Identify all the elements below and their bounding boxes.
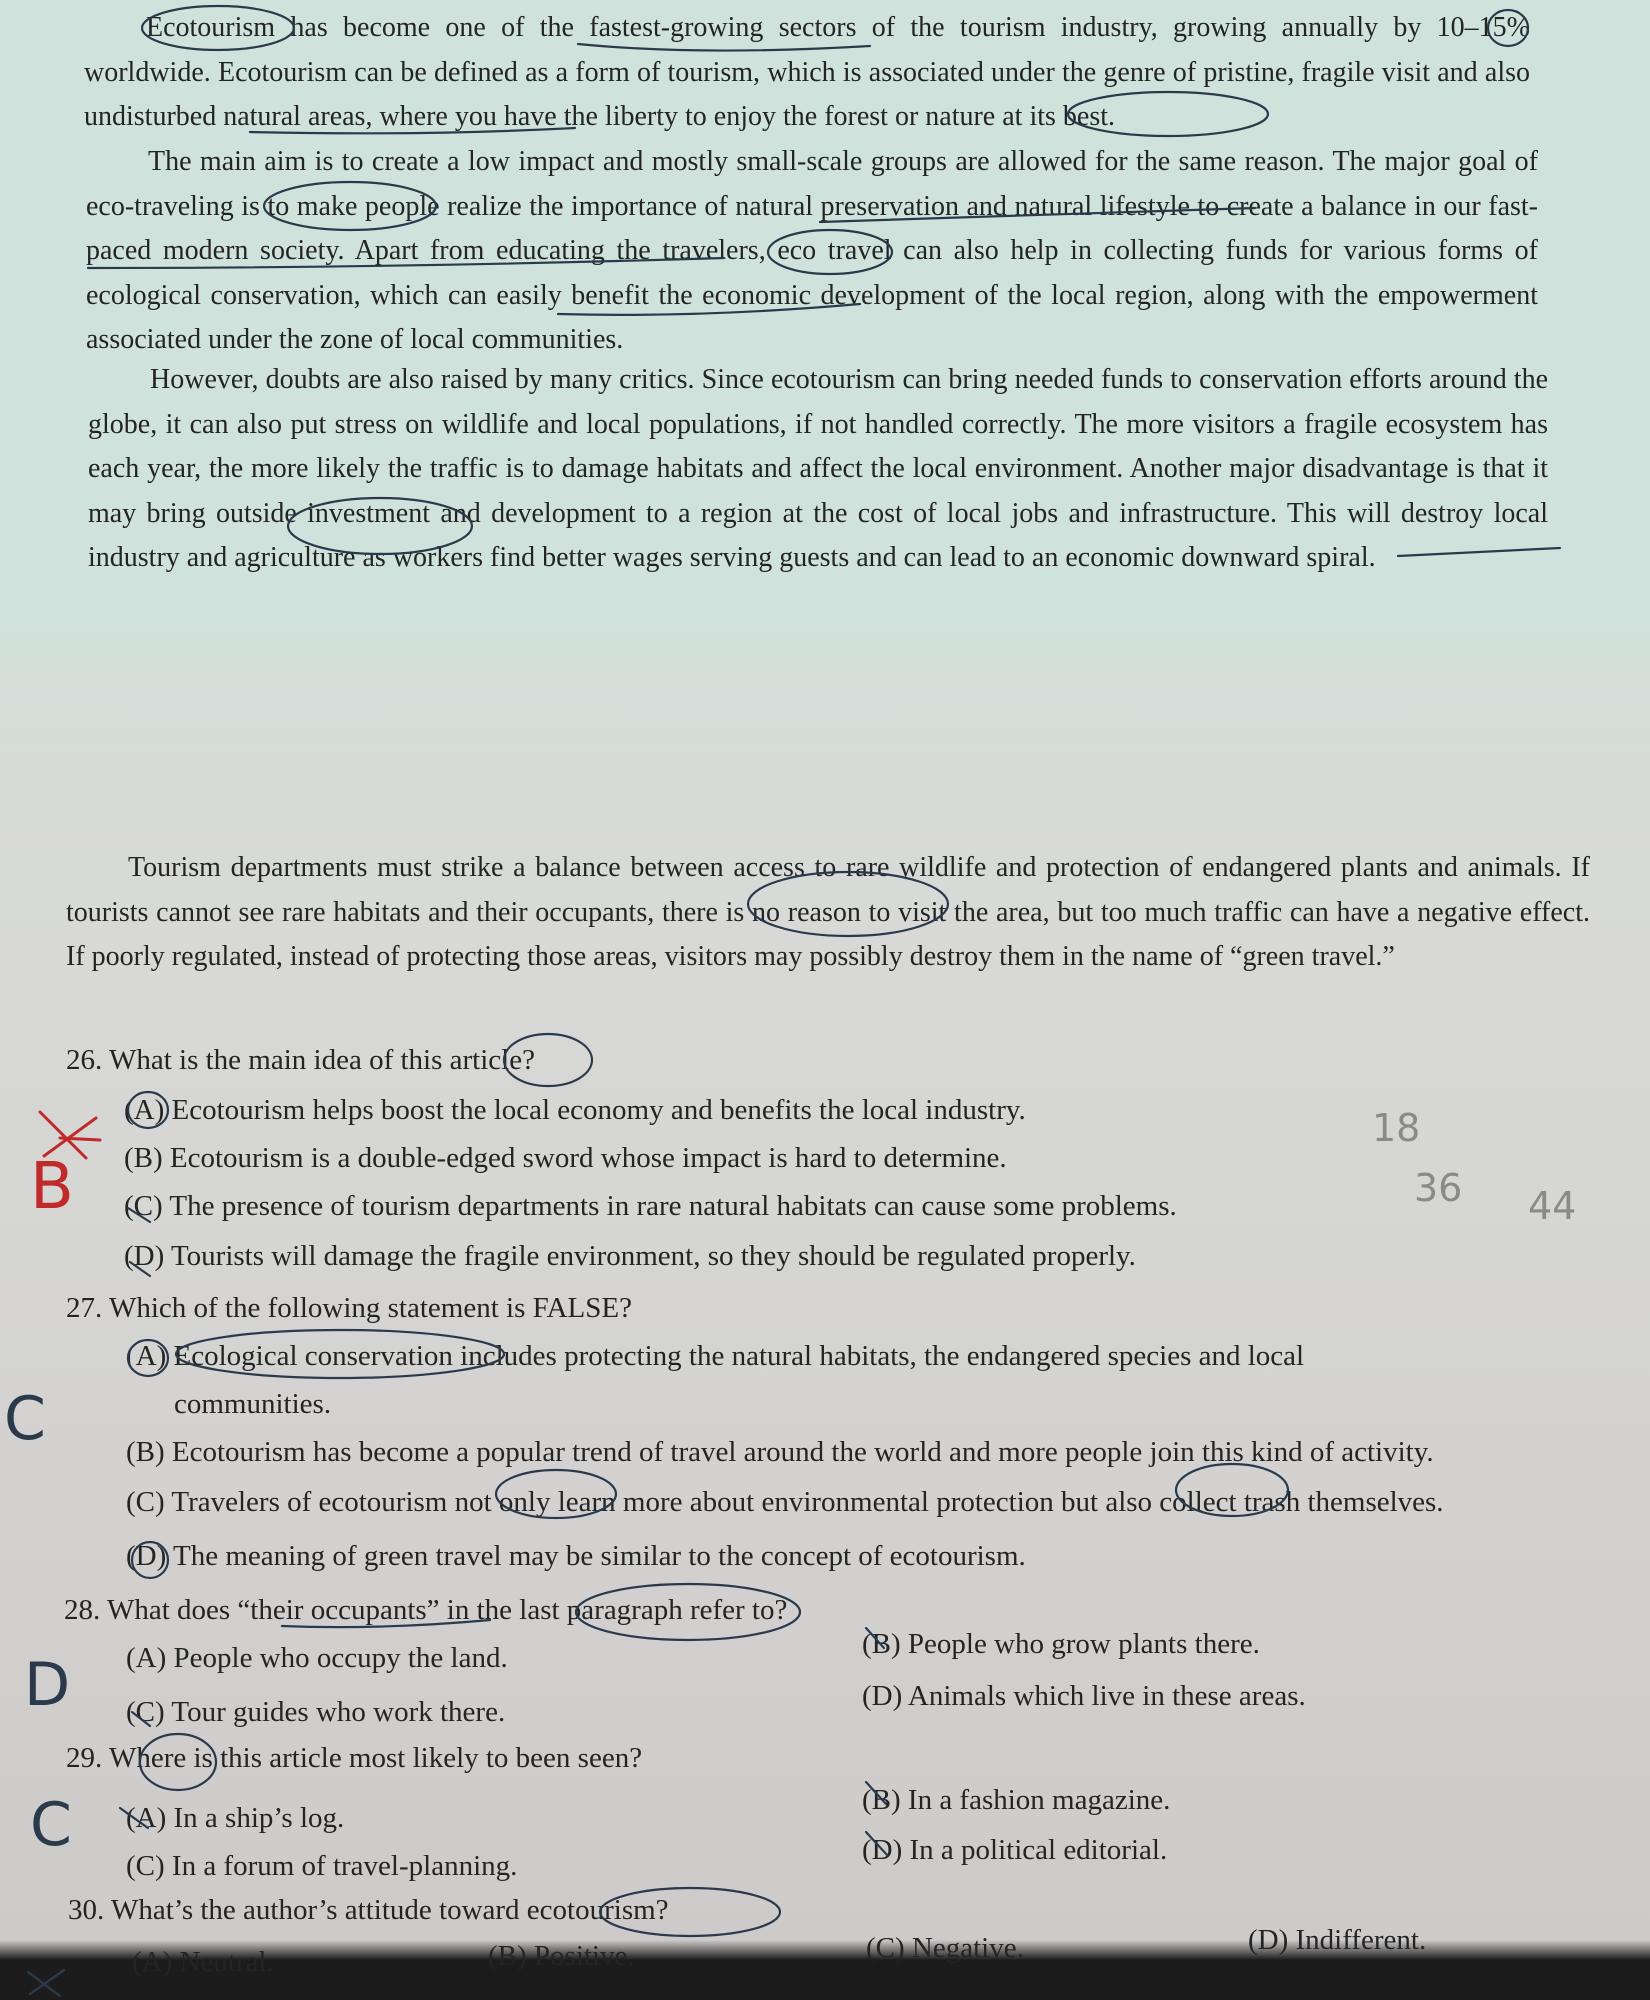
q27-option-c: (C) Travelers of ecotourism not only learn more about environmental protection but also collect trash themselves. [126,1486,1444,1518]
q27-option-a-continued: communities. [174,1388,332,1420]
x-mark-q30 [28,1970,64,1996]
passage-paragraph-4: Tourism departments must strike a balance between access to rare wildlife and protection of endangered plants and animals. If tourists cannot see rare habitats and their occupants, there is no reason to visit the area, but too much traffic can have a negative effect. If poorly regulated, instead of protecting those areas, visitors may possibly destroy them in the name of “green travel.” [66,852,1590,972]
q29-option-c: (C) In a forum of travel-planning. [126,1850,518,1882]
q30-option-d: (D) Indifferent. [1248,1924,1427,1956]
margin-note-2: 36 [1414,1166,1463,1210]
q27-option-a: (A) Ecological conservation includes protecting the natural habitats, the endangered species and local [126,1340,1305,1372]
q26-option-a: (A) Ecotourism helps boost the local economy and benefits the local industry. [124,1094,1026,1126]
q26-option-b: (B) Ecotourism is a double-edged sword whose impact is hard to determine. [124,1142,1007,1174]
red-dash-mark [60,1138,100,1140]
q27-option-d: (D) The meaning of green travel may be similar to the concept of ecotourism. [126,1540,1026,1572]
q28-option-b: (B) People who grow plants there. [862,1628,1260,1660]
q26-option-c: (C) The presence of tourism departments in rare natural habitats can cause some problems. [124,1190,1177,1222]
q28-option-a: (A) People who occupy the land. [126,1642,508,1674]
q28-option-d: (D) Animals which live in these areas. [862,1680,1306,1712]
q30-option-a: (A) Neutral. [132,1946,274,1978]
passage-paragraph-1: Ecotourism has become one of the fastest-growing sectors of the tourism industry, growing annually by 10–15% worldwide. Ecotourism can be defined as a form of tourism, which is associated under the genre of pristine, fragile visit and also undisturbed natural areas, where you have the liberty to enjoy the forest or nature at its best. [84,12,1530,132]
passage-paragraph-2: The main aim is to create a low impact and mostly small-scale groups are allowed for the same reason. The major goal of eco-traveling is to make people realize the importance of natural preservation and natural lifestyle to create a balance in our fast-paced modern society. Apart from educating the travelers, eco travel can also help in collecting funds for various forms of ecological conservation, which can easily benefit the economic development of the local region, along with the empowerment associated under the zone of local communities. [86,146,1538,355]
handwritten-answer-28: D [24,1650,71,1720]
q29-option-d: (D) In a political editorial. [862,1834,1168,1866]
handwritten-answer-27: C [4,1384,46,1454]
q30-option-c: (C) Negative. [866,1932,1024,1964]
q30-option-b: (B) Positive. [488,1940,635,1972]
question-26: 26. What is the main idea of this article? [66,1044,535,1076]
q29-option-b: (B) In a fashion magazine. [862,1784,1171,1816]
passage-paragraph-3: However, doubts are also raised by many critics. Since ecotourism can bring needed funds to conservation efforts around the globe, it can also put stress on wildlife and local populations, if not handled correctly. The more visitors a fragile ecosystem has each year, the more likely the traffic is to damage habitats and affect the local environment. Another major disadvantage is that it may bring outside investment and development to a region at the cost of local jobs and infrastructure. This will destroy local industry and agriculture as workers find better wages serving guests and can lead to an economic downward spiral. [88,364,1548,573]
q27-option-b: (B) Ecotourism has become a popular trend of travel around the world and more people join this kind of activity. [126,1436,1434,1468]
question-29: 29. Where is this article most likely to been seen? [66,1742,643,1774]
q28-option-c: (C) Tour guides who work there. [126,1696,506,1728]
question-27: 27. Which of the following statement is FALSE? [66,1292,632,1324]
handwritten-answer-26: B [30,1150,74,1224]
handwritten-answer-29: C [30,1790,72,1860]
question-30: 30. What’s the author’s attitude toward ecotourism? [68,1894,669,1926]
q26-option-d: (D) Tourists will damage the fragile environment, so they should be regulated properly. [124,1240,1136,1272]
margin-note-1: 18 [1372,1106,1421,1150]
question-28: 28. What does “their occupants” in the last paragraph refer to? [64,1594,788,1626]
q29-option-a: (A) In a ship’s log. [126,1802,345,1834]
margin-note-3: 44 [1528,1184,1577,1228]
